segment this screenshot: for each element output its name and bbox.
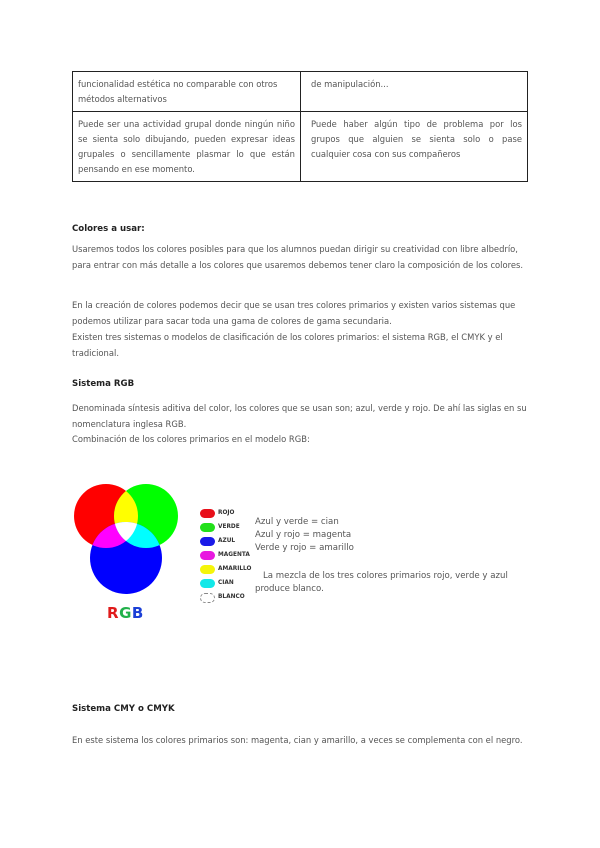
- legend-swatch: [200, 523, 215, 532]
- mix-text: [255, 570, 525, 596]
- legend-swatch: [200, 509, 215, 518]
- mix-text-content: La mezcla de los tres colores primarios rojo, verde y azul produce blanco.: [255, 571, 508, 594]
- legend-item: [200, 579, 260, 589]
- paragraph: Denominada síntesis aditiva del color, los colores que se usan son; azul, verde y rojo. De ahí las siglas en su nomenclatura inglesa RGB.: [72, 403, 527, 429]
- rgb-venn-diagram: [70, 476, 190, 601]
- table-cell: de manipulación...: [301, 72, 528, 112]
- legend-swatch: [200, 579, 215, 588]
- rgb-logo: [107, 604, 144, 622]
- legend-label: BLANCO: [218, 594, 245, 600]
- equation-text: Azul y rojo = magenta: [255, 530, 352, 540]
- legend-item: [200, 565, 260, 575]
- legend-swatch: [200, 565, 215, 574]
- table-cell: Puede ser una actividad grupal donde ningún niño se sienta solo dibujando, pueden expresar ideas grupales o sencillamente plasmar lo que están pensando en ese momento.: [73, 112, 301, 182]
- rgb-logo-b: B: [131, 604, 144, 622]
- section-heading-cmyk: Sistema CMY o CMYK: [72, 704, 175, 714]
- paragraph: En la creación de colores podemos decir que se usan tres colores primarios y existen varios sistemas que podemos utilizar para sacar toda una gama de colores de gama secundaria.: [72, 300, 516, 326]
- legend-item: [200, 593, 260, 603]
- comparison-table: [72, 71, 528, 182]
- equation-text: Verde y rojo = amarillo: [255, 543, 354, 553]
- legend-item: [200, 523, 260, 533]
- section-heading-rgb: Sistema RGB: [72, 379, 135, 389]
- rgb-logo-g: G: [119, 604, 132, 622]
- table-cell: Puede haber algún tipo de problema por los grupos que alguien se sienta solo o pase cualquier cosa con sus compañeros: [301, 112, 528, 182]
- legend-swatch: [200, 593, 215, 603]
- table-cell: funcionalidad estética no comparable con otros métodos alternativos: [73, 72, 301, 112]
- legend-swatch: [200, 551, 215, 560]
- equation-text: Azul y verde = cian: [255, 517, 339, 527]
- rgb-logo-r: R: [107, 604, 120, 622]
- paragraph: Existen tres sistemas o modelos de clasificación de los colores primarios: el sistema RGB, el CMYK y el tradicional.: [72, 332, 503, 358]
- table-row: [73, 112, 528, 182]
- section-heading-colores: Colores a usar:: [72, 224, 145, 234]
- legend-item: [200, 551, 260, 561]
- legend-label: MAGENTA: [218, 552, 250, 558]
- legend-item: [200, 537, 260, 547]
- legend-label: CIAN: [218, 580, 234, 586]
- legend-swatch: [200, 537, 215, 546]
- paragraph: Usaremos todos los colores posibles para que los alumnos puedan dirigir su creatividad con libre albedrío, para entrar con más detalle a los colores que usaremos debemos tener claro la composición de los colores.: [72, 244, 524, 270]
- table-row: [73, 72, 528, 112]
- legend-label: AZUL: [218, 538, 236, 544]
- legend-label: VERDE: [218, 524, 240, 530]
- legend-label: AMARILLO: [218, 566, 252, 572]
- legend-item: [200, 509, 260, 519]
- legend-label: ROJO: [218, 510, 235, 516]
- paragraph: Combinación de los colores primarios en el modelo RGB:: [72, 434, 310, 444]
- paragraph: En este sistema los colores primarios son: magenta, cian y amarillo, a veces se complementa con el negro.: [72, 735, 523, 745]
